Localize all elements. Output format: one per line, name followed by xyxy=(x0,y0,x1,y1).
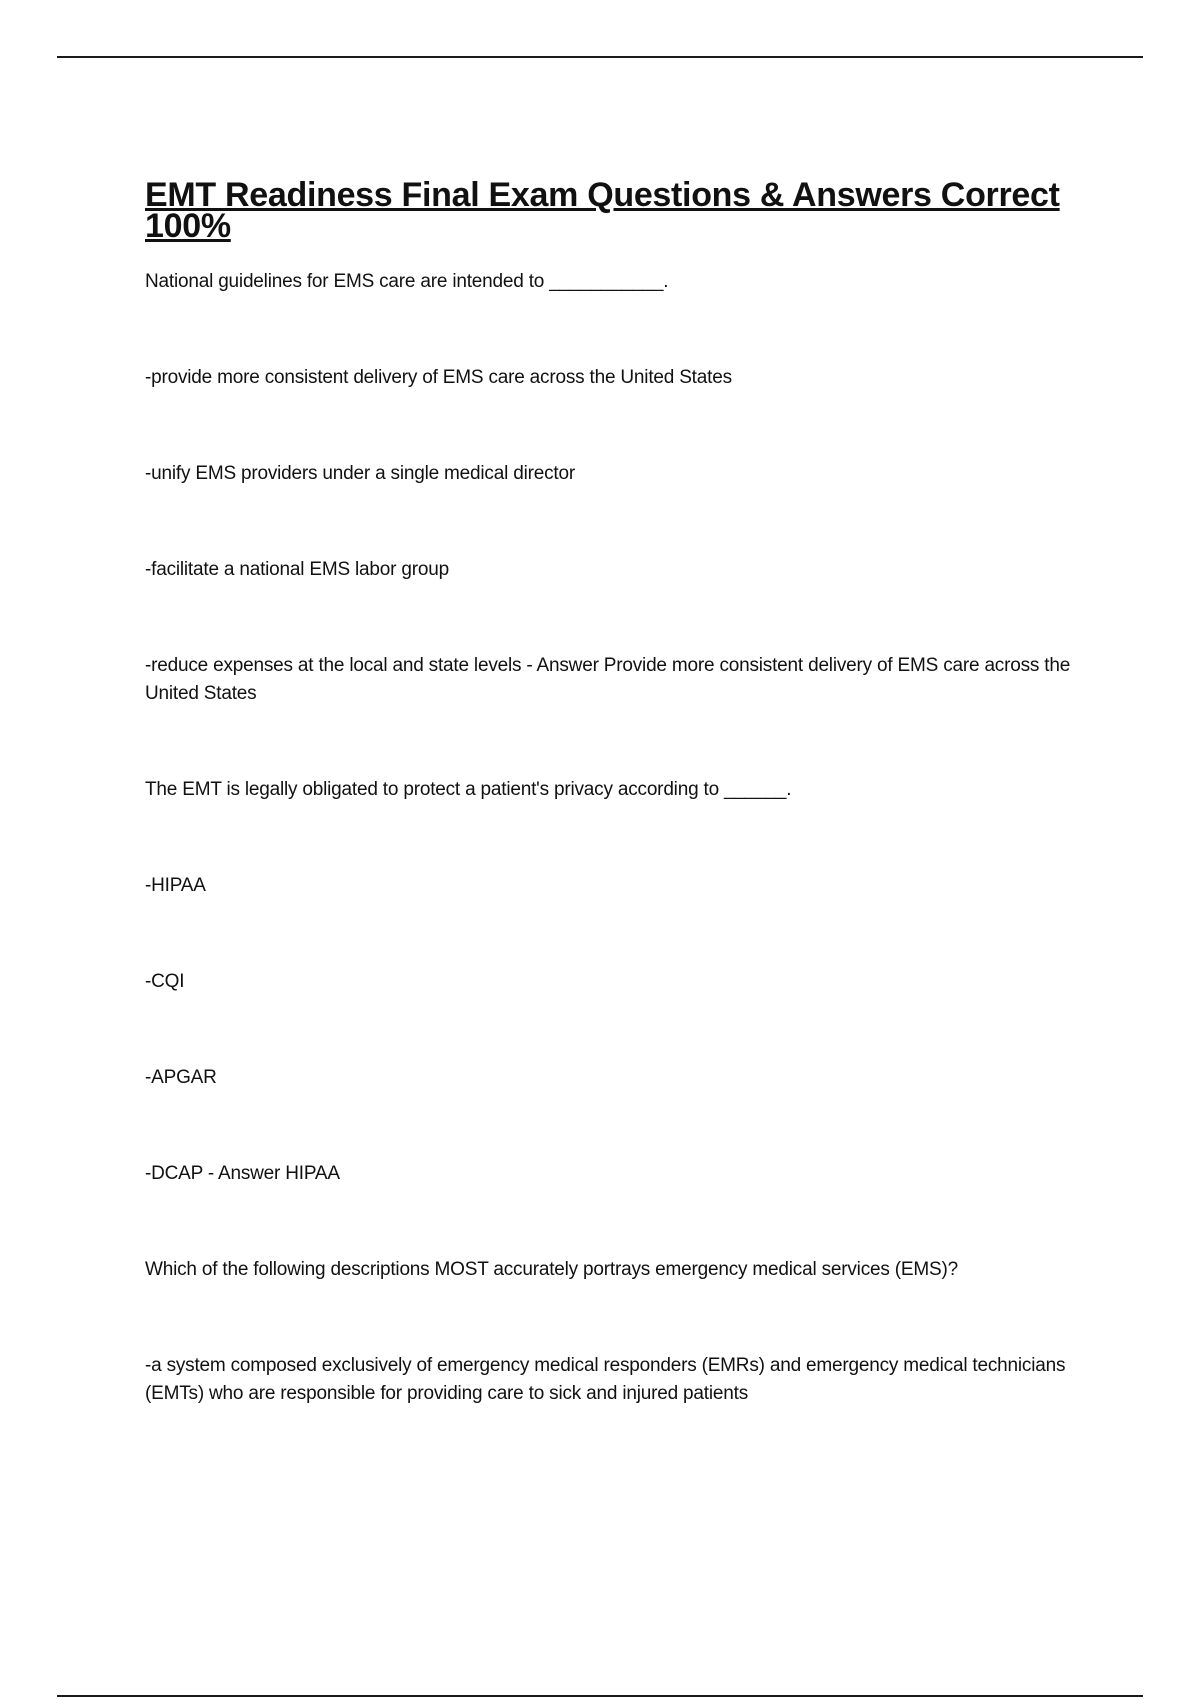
footer-rule xyxy=(57,1695,1143,1697)
question-3-stem: Which of the following descriptions MOST accurately portrays emergency medical services (EMS)? xyxy=(145,1259,958,1280)
question-1-option-a: -provide more consistent delivery of EMS care across the United States xyxy=(145,367,732,388)
question-1-option-b: -unify EMS providers under a single medical director xyxy=(145,463,575,484)
question-2-stem: The EMT is legally obligated to protect a patient's privacy according to ______. xyxy=(145,779,792,800)
question-2-option-b: -CQI xyxy=(145,971,185,992)
question-3-option-a: -a system composed exclusively of emergency medical responders (EMRs) and emergency medical technicians (EMTs) who are responsible for providing care to sick and injured patients xyxy=(145,1355,1071,1404)
header-rule xyxy=(57,56,1143,58)
question-1-stem: National guidelines for EMS care are intended to ___________. xyxy=(145,271,669,292)
question-2-option-c: -APGAR xyxy=(145,1067,217,1088)
document-body xyxy=(145,176,1090,1408)
question-2-option-d-answer: -DCAP - Answer HIPAA xyxy=(145,1163,340,1184)
question-2-option-a: -HIPAA xyxy=(145,875,206,896)
question-1-option-d-answer: -reduce expenses at the local and state levels - Answer Provide more consistent delivery of EMS care across the United States xyxy=(145,655,1076,704)
document-title: EMT Readiness Final Exam Questions & Answers Correct 100% xyxy=(145,176,1060,245)
question-1-option-c: -facilitate a national EMS labor group xyxy=(145,559,449,580)
